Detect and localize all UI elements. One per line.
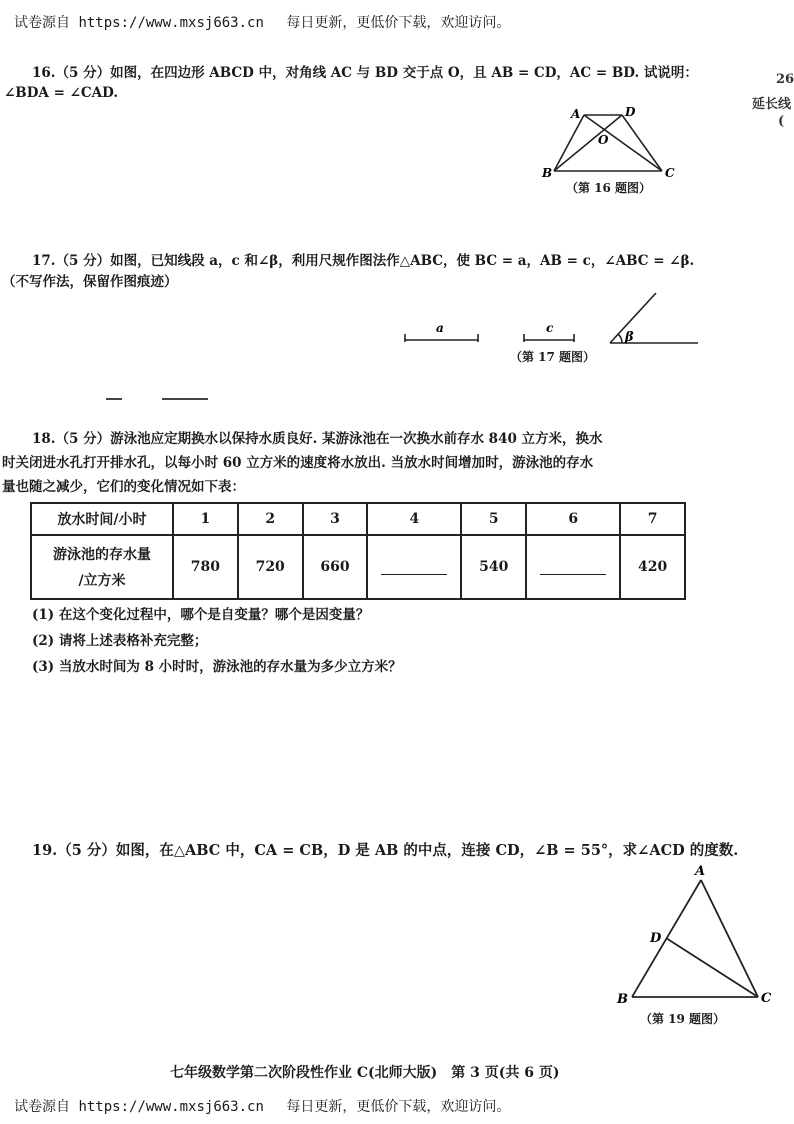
q17-label-a: a (436, 321, 444, 335)
table-cell-hour-4: 4 (367, 503, 461, 535)
source-slogan: 每日更新，更低价下载，欢迎访问。 (286, 1099, 511, 1115)
q16-text-line2: ∠BDA = ∠CAD. (4, 85, 119, 101)
stray-mark-1 (106, 398, 122, 400)
q16-label-c: C (665, 166, 675, 180)
q16-caption: （第 16 题图） (566, 181, 652, 195)
q17-label-c: c (546, 321, 554, 335)
answer-blank-6[interactable] (540, 560, 606, 575)
table-header-hours: 放水时间/小时 (31, 503, 173, 535)
answer-blank-4[interactable] (381, 560, 447, 575)
q18-text-line2: 时关闭进水孔打开排水孔，以每小时 60 立方米的速度将水放出. 当放水时间增加时，游泳池的存水 (2, 455, 594, 471)
table-cell-hour-5: 5 (461, 503, 526, 535)
q17-text-line2: （不写作法，保留作图痕迹） (2, 274, 178, 290)
table-cell-hour-3: 3 (303, 503, 368, 535)
stray-mark-2 (162, 398, 208, 400)
q18-sub1: (1) 在这个变化过程中，哪个是自变量？哪个是因变量？ (32, 607, 370, 623)
q17-caption: （第 17 题图） (510, 350, 596, 364)
table-header-volume-line1: 游泳池的存水量 (53, 547, 151, 563)
source-slogan: 每日更新，更低价下载，欢迎访问。 (286, 15, 511, 31)
q17-given-elements-figure (400, 290, 700, 350)
table-header-volume-line2: /立方米 (78, 573, 126, 589)
q19-label-a: A (695, 864, 706, 879)
source-url-link[interactable]: https://www.mxsj663.cn (78, 15, 264, 31)
q18-text-line3: 量也随之减少，它们的变化情况如下表： (2, 479, 245, 495)
q19-text-line1: 19.（5 分）如图，在△ABC 中，CA = CB，D 是 AB 的中点，连接 CD，∠B = 55°，求∠ACD 的度数. (32, 842, 739, 859)
q16-text-line1: 16.（5 分）如图，在四边形 ABCD 中，对角线 AC 与 BD 交于点 O，且 AB = CD，AC = BD. 试说明： (32, 65, 698, 81)
edge-fragment-3: ( (778, 114, 785, 129)
q17-label-beta: β (625, 330, 634, 345)
q17-text-line1: 17.（5 分）如图，已知线段 a，c 和∠β，利用尺规作图法作△ABC，使 BC = a，AB = c，∠ABC = ∠β. (32, 253, 695, 269)
q18-text-line1: 18.（5 分）游泳池应定期换水以保持水质良好. 某游泳池在一次换水前存水 840 立方米，换水 (32, 431, 603, 447)
q19-triangle-figure (610, 860, 780, 1010)
q16-label-b: B (542, 166, 553, 180)
table-cell-volume-4-blank[interactable] (367, 535, 461, 599)
q18-data-table (30, 502, 686, 600)
q16-label-d: D (625, 105, 636, 119)
q16-label-a: A (571, 107, 581, 121)
q18-sub3: (3) 当放水时间为 8 小时时，游泳池的存水量为多少立方米？ (32, 659, 402, 675)
table-cell-volume-2: 720 (238, 535, 303, 599)
source-label: 试卷源自 (14, 1099, 70, 1115)
table-cell-hour-6: 6 (526, 503, 620, 535)
table-cell-hour-2: 2 (238, 503, 303, 535)
page-footer: 七年级数学第二次阶段性作业 C(北师大版) 第 3 页(共 6 页) (170, 1065, 560, 1081)
table-row-hours (31, 503, 685, 535)
table-header-volume (31, 535, 173, 599)
source-url-link[interactable]: https://www.mxsj663.cn (78, 1099, 264, 1115)
table-row-volume (31, 535, 685, 599)
q17-angle-arc (618, 334, 622, 343)
table-cell-volume-5: 540 (461, 535, 526, 599)
source-header (14, 12, 510, 32)
q16-side-ab (554, 115, 584, 171)
table-cell-hour-7: 7 (620, 503, 685, 535)
q16-diagonal-bd (554, 115, 622, 171)
source-footer (14, 1096, 510, 1116)
table-cell-volume-7: 420 (620, 535, 685, 599)
q19-label-b: B (617, 992, 628, 1007)
table-cell-volume-3: 660 (303, 535, 368, 599)
edge-fragment-2: 延长线 (752, 97, 792, 112)
table-cell-volume-6-blank[interactable] (526, 535, 620, 599)
table-cell-hour-1: 1 (173, 503, 238, 535)
table-cell-volume-1: 780 (173, 535, 238, 599)
q19-label-d: D (650, 931, 662, 946)
q16-side-cd (622, 115, 662, 171)
q19-caption: （第 19 题图） (640, 1012, 726, 1026)
source-label: 试卷源自 (14, 15, 70, 31)
q16-label-o: O (598, 133, 609, 147)
edge-fragment-1: 26 (776, 72, 794, 87)
q19-label-c: C (761, 991, 772, 1006)
q16-diagonal-ac (584, 115, 662, 171)
q18-sub2: (2) 请将上述表格补充完整； (32, 633, 208, 649)
